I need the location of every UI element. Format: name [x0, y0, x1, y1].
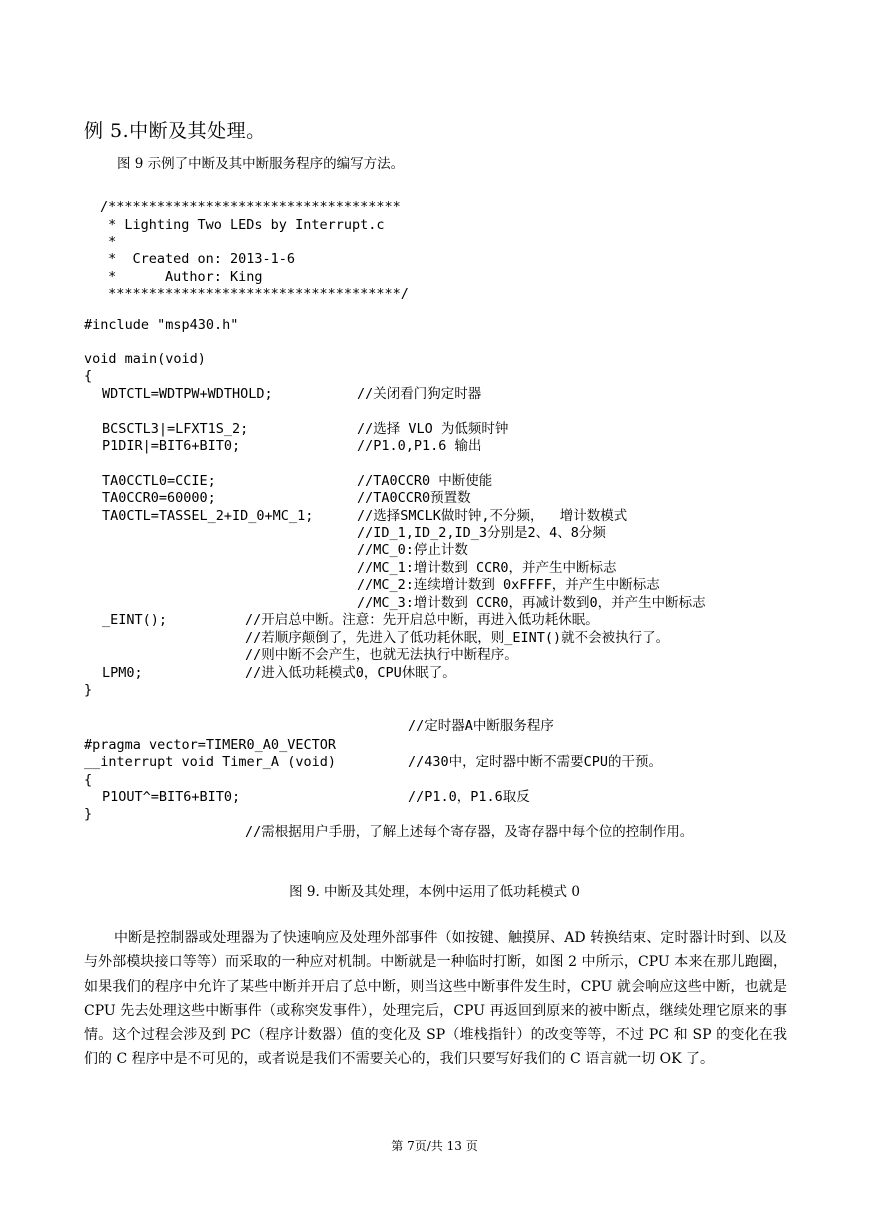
code-line — [0, 216, 385, 234]
code-text: #include "msp430.h" — [84, 317, 239, 333]
code-text: TA0CCTL0=CCIE; — [102, 473, 216, 489]
code-line — [0, 367, 93, 385]
code-text: _EINT(); — [102, 612, 168, 628]
code-text: TA0CTL=TASSEL_2+ID_0+MC_1; — [102, 508, 314, 524]
code-text: * — [100, 234, 117, 250]
code-text: P1OUT^=BIT6+BIT0; — [102, 789, 241, 805]
page-footer: 第 7页/共 13 页 — [391, 1139, 478, 1153]
code-line — [0, 437, 482, 455]
code-text: * Author: King — [100, 269, 263, 285]
code-comment: //MC_2:连续增计数到 0xFFFF，并产生中断标志 — [357, 577, 660, 593]
code-text: } — [84, 806, 93, 822]
code-line — [0, 350, 206, 368]
code-line — [0, 629, 670, 647]
code-line — [0, 541, 468, 559]
code-comment: //430中，定时器中断不需要CPU的干预。 — [408, 754, 663, 770]
code-line — [0, 524, 606, 542]
code-comment: //关闭看门狗定时器 — [357, 386, 482, 402]
code-comment: //MC_0:停止计数 — [357, 542, 468, 558]
code-comment: //定时器A中断服务程序 — [408, 718, 554, 734]
code-text: * Lighting Two LEDs by Interrupt.c — [100, 217, 385, 233]
code-line — [0, 576, 660, 594]
code-text: LPM0; — [102, 665, 143, 681]
code-line — [0, 268, 263, 286]
code-text: #pragma vector=TIMER0_A0_VECTOR — [84, 737, 336, 753]
code-line — [0, 316, 239, 334]
code-comment: //需根据用户手册，了解上述每个寄存器，及寄存器中每个位的控制作用。 — [245, 824, 694, 840]
code-line — [0, 233, 117, 251]
code-line — [0, 681, 93, 699]
code-line — [0, 472, 493, 490]
code-line — [0, 646, 518, 664]
code-text: P1DIR|=BIT6+BIT0; — [102, 438, 241, 454]
body-paragraph: 中断是控制器或处理器为了快速响应及处理外部事件（如按键、触摸屏、AD 转换结束、定时器计时到、以及与外部模块接口等等）而采取的一种应对机制。中断就是一种临时打断，如图 2 中所示，CPU 本来在那儿跑圈，如果我们的程序中允许了某些中断并开启了总中断，则当这些中断事件发生时，CPU 就会响应这些中断，也就是 CPU 先去处理这些中断事件（或称突发事件），处理完后，CPU 再返回到原来的被中断点，继续处理它原来的事情。这个过程会涉及到 PC（程序计数器）值的变化及 SP（堆栈指针）的改变等等，不过 PC 和 SP 的变化在我们的 C 程序中是不可见的，或者说是我们不需要关心的，我们只要写好我们的 C 语言就一切 OK 了。 — [84, 930, 787, 1068]
code-text: void main(void) — [84, 351, 206, 367]
figure-caption: 图 9. 中断及其处理，本例中运用了低功耗模式 0 — [289, 884, 580, 900]
code-line — [0, 385, 482, 403]
code-comment: //开启总中断。注意：先开启总中断，再进入低功耗休眠。 — [245, 612, 599, 628]
code-line — [0, 788, 530, 806]
code-comment: //MC_1:增计数到 CCR0，并产生中断标志 — [357, 560, 617, 576]
code-text: BCSCTL3|=LFXT1S_2; — [102, 421, 249, 437]
code-line — [0, 717, 554, 735]
code-text: /************************************ — [100, 199, 401, 215]
code-comment: //若顺序颠倒了，先进入了低功耗休眠，则_EINT()就不会被执行了。 — [245, 630, 670, 646]
code-line — [0, 771, 93, 789]
code-line — [0, 753, 663, 771]
code-comment: //进入低功耗模式0，CPU休眠了。 — [245, 665, 456, 681]
code-line — [0, 611, 599, 629]
code-line — [0, 285, 409, 303]
code-comment: //TA0CCR0 中断使能 — [357, 473, 493, 489]
code-comment: //选择 VLO 为低频时钟 — [357, 421, 509, 437]
code-comment: //P1.0，P1.6取反 — [408, 789, 530, 805]
code-comment: //则中断不会产生，也就无法执行中断程序。 — [245, 647, 518, 663]
code-comment: //P1.0,P1.6 输出 — [357, 438, 482, 454]
intro-text: 图 9 示例了中断及其中断服务程序的编写方法。 — [117, 156, 405, 172]
code-comment: //选择SMCLK做时钟,不分频， 增计数模式 — [357, 508, 628, 524]
code-text: ************************************/ — [100, 286, 409, 302]
code-comment: //ID_1,ID_2,ID_3分别是2、4、8分频 — [357, 525, 606, 541]
code-line — [0, 507, 628, 525]
code-line — [0, 805, 93, 823]
code-line — [0, 823, 694, 841]
code-line — [0, 250, 296, 268]
code-line — [0, 489, 471, 507]
code-line — [0, 198, 401, 216]
section-heading: 例 5.中断及其处理。 — [84, 120, 266, 142]
code-text: { — [84, 368, 93, 384]
code-line — [0, 736, 336, 754]
code-line — [0, 559, 617, 577]
code-comment: //MC_3:增计数到 CCR0，再减计数到0，并产生中断标志 — [357, 595, 706, 611]
code-text: * Created on: 2013-1-6 — [100, 251, 296, 267]
code-text: WDTCTL=WDTPW+WDTHOLD; — [102, 386, 273, 402]
code-text: { — [84, 772, 93, 788]
code-text: __interrupt void Timer_A (void) — [84, 754, 336, 770]
code-comment: //TA0CCR0预置数 — [357, 490, 471, 506]
code-line — [0, 664, 456, 682]
code-line — [0, 594, 706, 612]
code-line — [0, 420, 509, 438]
code-text: TA0CCR0=60000; — [102, 490, 216, 506]
code-text: } — [84, 682, 93, 698]
